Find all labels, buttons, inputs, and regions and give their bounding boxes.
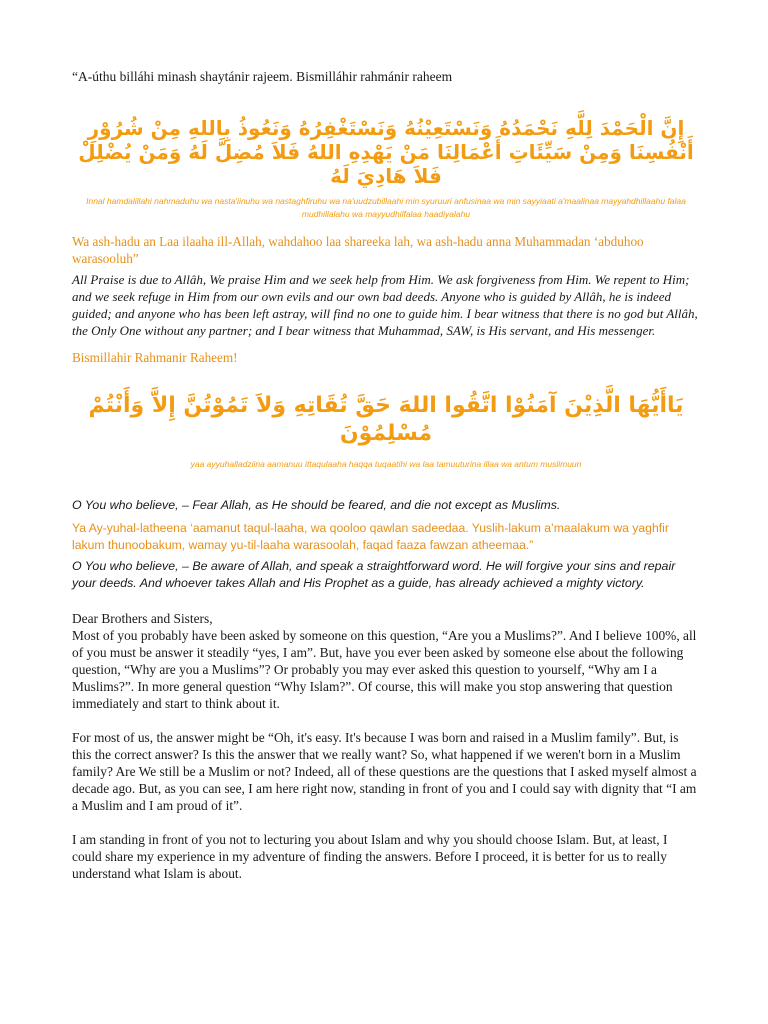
khutbah-transliteration: Innal hamdalillahi nahmaduhu wa nasta'iinuhu wa nastaghfiruhu wa na'uudzubillaahi min syuruuri anfusinaa wa min sayyiaati a'maalinaa mayyahdhillaahu falaa mudhillalahu wa mayyudhilfalaa haadiyalahu <box>86 196 686 219</box>
arabic-verse-text: يَاأَيُّهَا الَّذِيْنَ آمَنُوْا اتَّقُوا اللهَ حَقَّ تُقَاتِهِ وَلاَ تَمُوْتُنَّ إِلاَّ وَأَنْتُمْ مُسْلِمُوْنَ <box>88 393 684 446</box>
second-verse-transliteration: Ya Ay-yuhal-latheena ‘aamanut taqul-laaha, wa qooloo qawlan sadeedaa. Yuslih-lakum a’maalakum wa yaghfir lakum thunoobakum, wamay yu-til-laaha warasoolah, faqad faaza fawzan atheemaa.” <box>72 521 669 552</box>
body-paragraph-2: For most of us, the answer might be “Oh, it's easy. It's because I was born and raised in a Muslim family”. But, is this the correct answer? Is this the answer that we really want? So, what happened if we weren't born in a Muslim family? Are We still be a Muslim or not? Indeed, all of these questions are the questions that I asked myself almost a decade ago. But, as you can see, I am here right now, standing in front of you and I could say with dignity that “I am a Muslim and I am proud of it”. <box>72 730 697 813</box>
verse-transliteration: yaa ayyuhalladziina aamanuu ittaqulaaha haqqa tuqaatihi wa laa tamuuturina illaa wa antum muslimuun <box>190 459 582 469</box>
body-paragraph-1: Most of you probably have been asked by someone on this question, “Are you a Muslims?”. And I believe 100%, all of you must be answer it steadily “yes, I am”. But, have you ever been asked by someone else about the following question, “Why are you a Muslims”? Or probably you may ever asked this question to yourself, “Why am I a Muslims?”. In more general question “Why Islam?”. Of course, this will make you stop answering that question immediately and start to think about it. <box>72 628 697 711</box>
intro-line: “A-úthu billáhi minash shaytánir rajeem. Bismilláhir rahmánir raheem <box>72 69 453 84</box>
greeting: Dear Brothers and Sisters, <box>72 611 213 626</box>
verse-translation: O You who believe, – Fear Allah, as He should be feared, and die not except as Muslims. <box>72 498 561 512</box>
second-verse-translation: O You who believe, – Be aware of Allah, and speak a straightforward word. He will forgive your sins and repair your deeds. And whoever takes Allah and His Prophet as a guide, has already achieved a mighty victory. <box>72 559 676 590</box>
praise-translation: All Praise is due to Allâh, We praise Him and we seek help from Him. We ask forgiveness from Him. We repent to Him; and we seek refuge in Him from our own evils and our own bad deeds. Anyone who is guided by Allâh, he is indeed guided; and anyone who has been left astray, will find no one to guide him. I bear witness that there is no god but Allâh, the Only One without any partner; and I bear witness that Muhammad, SAW, is His servant, and His messenger. <box>72 272 698 338</box>
body-paragraph-3: I am standing in front of you not to lecturing you about Islam and why you should choose Islam. But, at least, I could share my experience in my adventure of finding the answers. Before I proceed, it is better for us to really understand what Islam is about. <box>72 832 668 881</box>
arabic-khutbah-text: إِنَّ الْحَمْدَ لِلَّهِ نَحْمَدُهُ وَنَسْتَعِيْنُهُ وَنَسْتَغْفِرُهُ وَنَعُوذُ بِاللهِ مِنْ شُرُوْرِ أَنْفُسِنَا وَمِنْ سَيِّئَاتِ أَعْمَالِنَا مَنْ يَهْدِهِ اللهُ فَلاَ مُضِلَّ لَهُ وَمَنْ يُضْلِلْ فَلاَ هَادِيَ لَهُ <box>78 116 694 188</box>
bismillah-line: Bismillahir Rahmanir Raheem! <box>72 350 238 365</box>
document-page <box>72 68 700 882</box>
shahada-transliteration: Wa ash-hadu an Laa ilaaha ill-Allah, wahdahoo laa shareeka lah, wa ash-hadu anna Muhammadan ‘abduhoo warasooluh” <box>72 234 644 266</box>
